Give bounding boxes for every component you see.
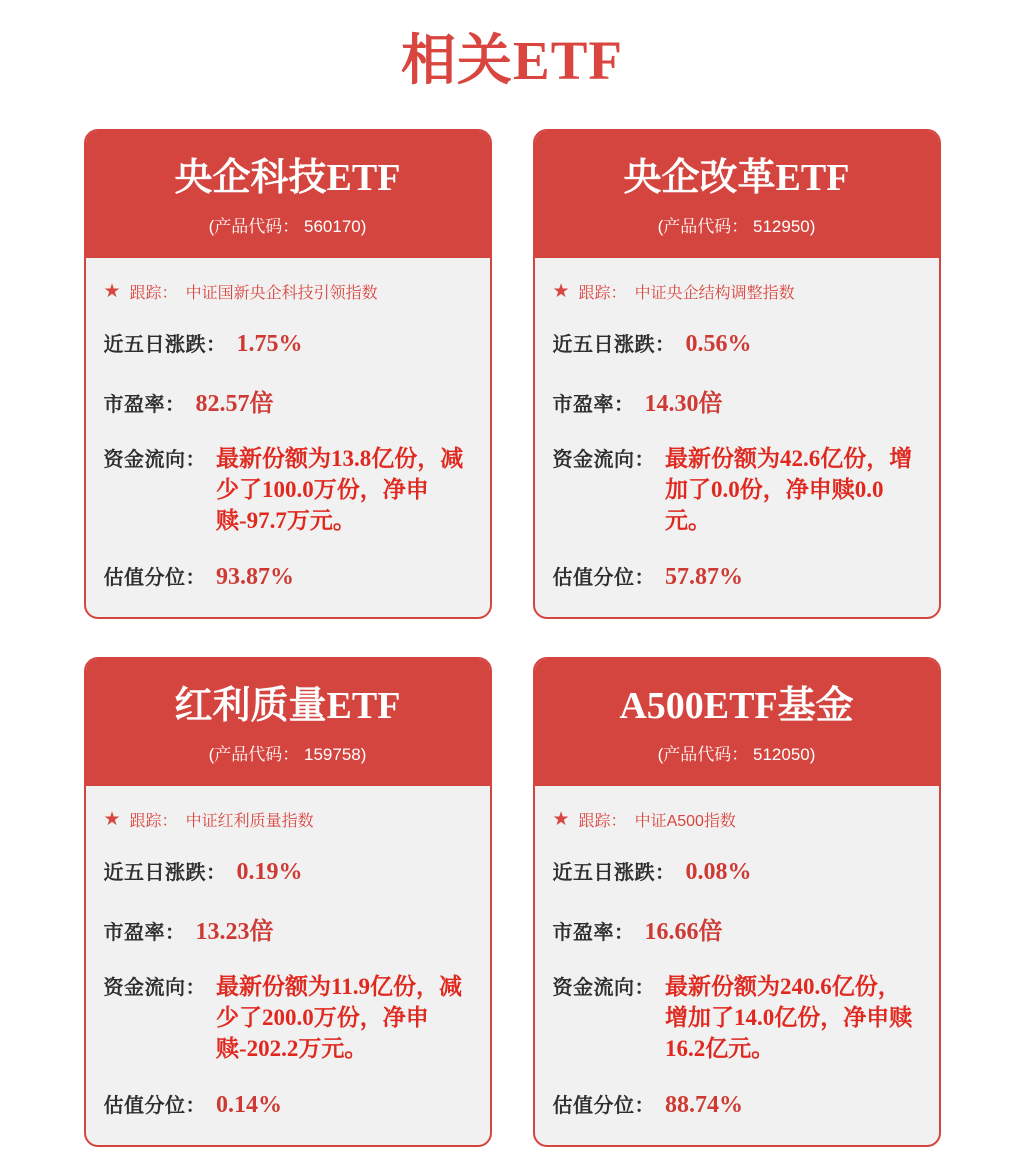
valuation-label: 估值分位： [552,566,655,589]
card-body [535,258,939,617]
pe-value: 16.66倍 [644,918,723,945]
track-index: 中证国新央企科技引领指数 [185,284,378,302]
card-body [535,786,939,1145]
product-code-prefix: (产品代码： [657,216,749,236]
card-header [86,131,490,258]
track-label: 跟踪： [578,284,627,302]
metric-row-valuation [553,1089,919,1119]
pe-label: 市盈率： [103,393,186,416]
track-index: 中证红利质量指数 [185,812,314,830]
change-5d-value: 0.56% [685,330,752,357]
card-header [535,659,939,786]
product-code-prefix: (产品代码： [208,216,300,236]
metric-row-change [104,328,470,358]
card-body [86,258,490,617]
etf-card-512950[interactable] [533,129,941,619]
metric-row-pe [104,911,470,946]
valuation-value: 57.87% [665,563,743,590]
metric-row-flow [104,971,470,1064]
card-header [535,131,939,258]
pe-value: 14.30倍 [644,390,723,417]
product-code-prefix: (产品代码： [657,744,749,764]
etf-name: A500ETF基金 [619,684,854,727]
star-icon: ★ [552,808,570,830]
metric-row-flow [553,971,919,1064]
track-line [104,280,470,303]
star-icon: ★ [103,280,121,302]
flow-value: 最新份额为13.8亿份，减少了100.0万份，净申赎-97.7万元。 [216,445,464,533]
product-code-value: 512050 [753,744,810,764]
pe-value: 13.23倍 [195,918,274,945]
star-icon: ★ [103,808,121,830]
track-line [104,808,470,831]
change-5d-value: 0.19% [236,858,303,885]
flow-value: 最新份额为42.6亿份，增加了0.0份，净申赎0.0元。 [665,445,913,533]
product-code [96,212,480,237]
change-5d-value: 0.08% [685,858,752,885]
valuation-label: 估值分位： [103,1094,206,1117]
flow-value: 最新份额为240.6亿份，增加了14.0亿份，净申赎16.2亿元。 [665,973,913,1061]
change-5d-value: 1.75% [236,330,303,357]
metric-row-change [553,856,919,886]
metric-row-flow [553,443,919,536]
etf-name: 央企科技ETF [174,157,401,199]
metric-row-valuation [104,561,470,591]
product-code-value: 512950 [753,216,810,236]
pe-label: 市盈率： [103,921,186,944]
product-code-suffix: ) [809,216,816,236]
metric-row-valuation [104,1089,470,1119]
metric-row-flow [104,443,470,536]
product-code-suffix: ) [360,216,367,236]
product-code-value: 560170 [304,216,361,236]
product-code [545,740,929,765]
star-icon: ★ [552,280,570,302]
card-body [86,786,490,1145]
page-title: 相关ETF [401,30,623,91]
product-code [545,212,929,237]
product-code-suffix: ) [809,744,816,764]
flow-label: 资金流向： [552,976,655,999]
track-label: 跟踪： [129,284,178,302]
change-5d-label: 近五日涨跌： [552,861,676,884]
change-5d-label: 近五日涨跌： [552,333,676,356]
etf-card-grid [0,129,1024,1169]
metric-row-pe [104,383,470,418]
track-line [553,808,919,831]
track-line [553,280,919,303]
track-label: 跟踪： [129,812,178,830]
track-index: 中证央企结构调整指数 [634,284,795,302]
card-header [86,659,490,786]
flow-label: 资金流向： [552,448,655,471]
etf-name: 央企改革ETF [623,157,850,199]
pe-label: 市盈率： [552,393,635,416]
valuation-value: 88.74% [665,1091,743,1118]
flow-label: 资金流向： [103,448,206,471]
valuation-value: 93.87% [216,563,294,590]
etf-name: 红利质量ETF [174,684,401,727]
valuation-value: 0.14% [216,1091,282,1118]
etf-card-560170[interactable] [84,129,492,619]
valuation-label: 估值分位： [552,1094,655,1117]
pe-value: 82.57倍 [195,390,274,417]
etf-card-159758[interactable] [84,657,492,1147]
change-5d-label: 近五日涨跌： [103,861,227,884]
flow-value: 最新份额为11.9亿份，减少了200.0万份，净申赎-202.2万元。 [216,973,462,1061]
product-code-value: 159758 [304,744,361,764]
product-code-prefix: (产品代码： [208,744,300,764]
etf-card-512050[interactable] [533,657,941,1147]
pe-label: 市盈率： [552,921,635,944]
track-index: 中证A500指数 [634,812,736,830]
track-label: 跟踪： [578,812,627,830]
change-5d-label: 近五日涨跌： [103,333,227,356]
valuation-label: 估值分位： [103,566,206,589]
metric-row-pe [553,383,919,418]
product-code [96,740,480,765]
metric-row-change [104,856,470,886]
metric-row-pe [553,911,919,946]
metric-row-change [553,328,919,358]
metric-row-valuation [553,561,919,591]
flow-label: 资金流向： [103,976,206,999]
product-code-suffix: ) [360,744,367,764]
